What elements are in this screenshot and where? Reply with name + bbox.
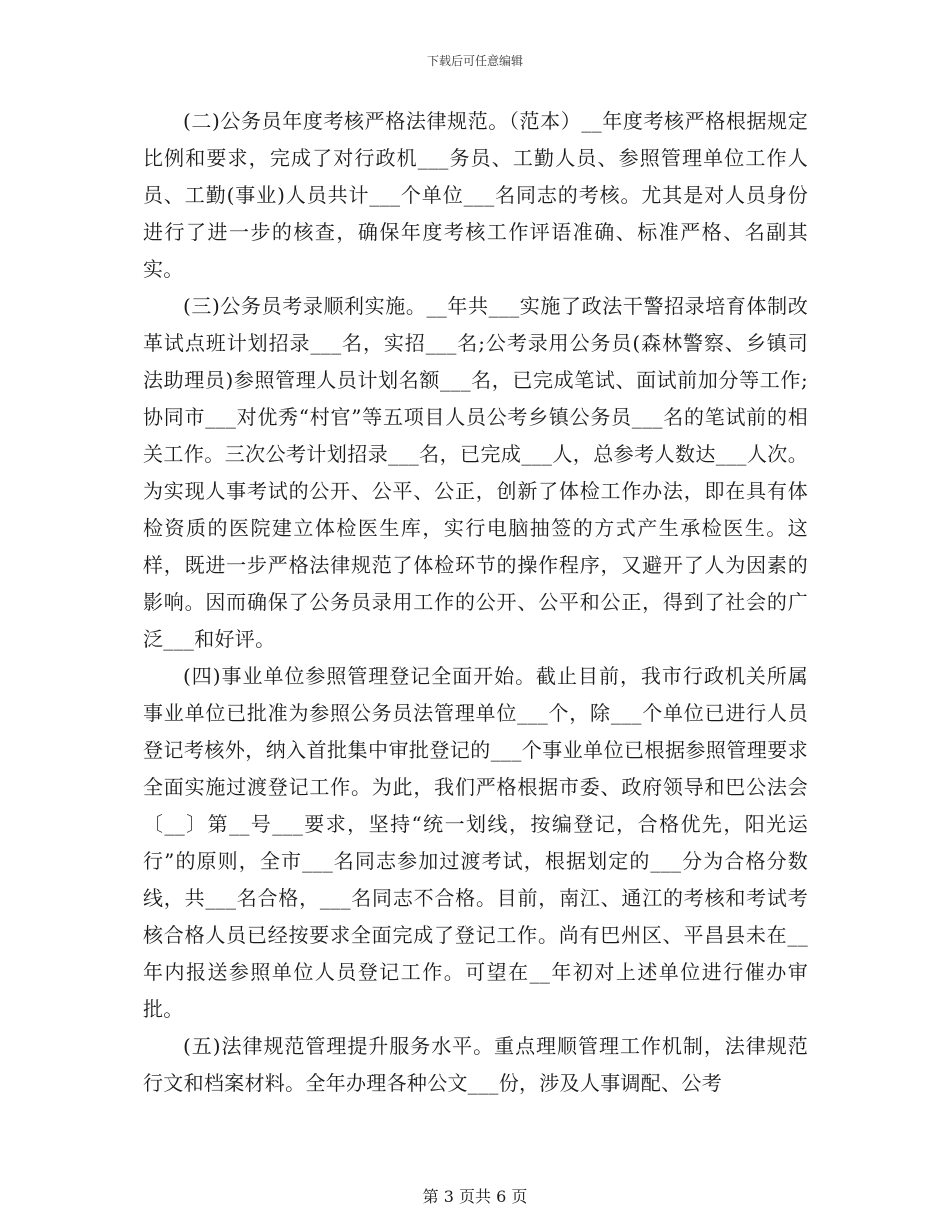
paragraph-2-annual-assessment: (二)公务员年度考核严格法律规范。（范本）__年度考核严格根据规定比例和要求，完成了对行政机___务员、工勤人员、参照管理单位工作人员、工勤(事业)人员共计___个单位___名同志的考核。尤其是对人员身份进行了进一步的核查，确保年度考核工作评语准确、标准严格、名副其实。 [143, 109, 808, 281]
paragraph-5-service-management: (五)法律规范管理提升服务水平。重点理顺管理工作机制，法律规范行文和档案材料。全年办理各种公文___份，涉及人事调配、公考 [143, 1034, 808, 1095]
paragraph-3-civil-service-exam: (三)公务员考录顺利实施。__年共___实施了政法干警招录培育体制改革试点班计划招录___名，实招___名;公考录用公务员(森林警察、乡镇司法助理员)参照管理人员计划名额___名，已完成笔试、面试前加分等工作;协同市___对优秀“村官”等五项目人员公考乡镇公务员___名的笔试前的相关工作。三次公考计划招录___名，已完成___人，总参考人数达___人次。为实现人事考试的公开、公平、公正，创新了体检工作办法，即在具有体检资质的医院建立体检医生库，实行电脑抽签的方式产生承检医生。这样，既进一步严格法律规范了体检环节的操作程序，又避开了人为因素的影响。因而确保了公务员录用工作的公开、公平和公正，得到了社会的广泛___和好评。 [143, 294, 808, 651]
paragraph-4-institution-registration: (四)事业单位参照管理登记全面开始。截止目前，我市行政机关所属事业单位已批准为参照公务员法管理单位___个，除___个单位已进行人员登记考核外，纳入首批集中审批登记的___个事业单位已根据参照管理要求全面实施过渡登记工作。为此，我们严格根据市委、政府领导和巴公法会〔__〕第__号___要求，坚持“统一划线，按编登记，合格优先，阳光运行”的原则，全市___名同志参加过渡考试，根据划定的___分为合格分数线，共___名合格，___名同志不合格。目前，南江、通江的考核和考试考核合格人员已经按要求全面完成了登记工作。尚有巴州区、平昌县未在__年内报送参照单位人员登记工作。可望在__年初对上述单位进行催办审批。 [143, 664, 808, 1021]
page-number-footer: 第 3 页共 6 页 [422, 1187, 528, 1206]
document-body [143, 103, 808, 1102]
page-header: 下载后可任意编辑 [426, 54, 523, 68]
